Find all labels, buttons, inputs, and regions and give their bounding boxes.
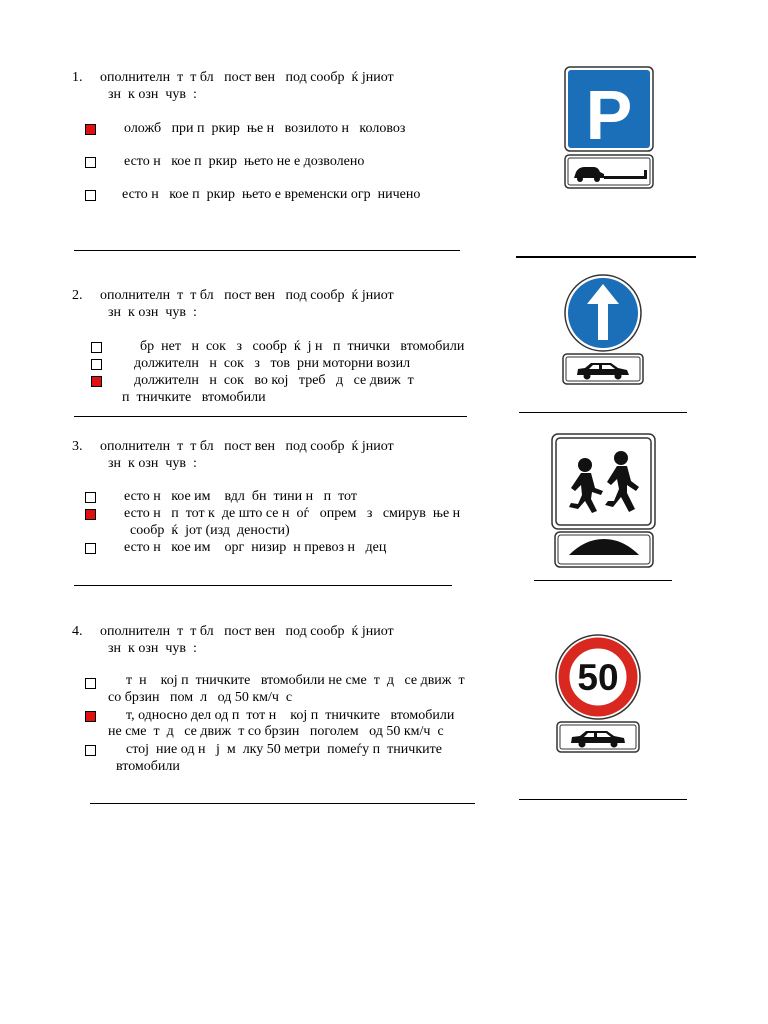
question-3-title-line2: зн к озн чув : — [108, 456, 197, 471]
question-3-option-1-label: есто н кое им вдл бн тини н п тот — [124, 489, 357, 504]
speed-limit-sign-icon — [553, 634, 643, 754]
parking-sign-icon — [564, 66, 654, 190]
question-2-answer-line — [74, 416, 467, 417]
question-4-option-1-label: т н кој п тничките втомобили не сме т д се движ т — [126, 673, 465, 688]
question-1-title: ополнителн т т бл пост вен под сообр ќ јниот — [100, 70, 394, 85]
question-2-number: 2. — [72, 288, 83, 303]
question-3-option-1-checkbox[interactable] — [85, 492, 96, 503]
question-4-title: ополнителн т т бл пост вен под сообр ќ јниот — [100, 624, 394, 639]
question-2-option-2-label: должителн н сок з тов рни моторни возил — [134, 356, 411, 371]
question-4-option-3-label-line2: втомобили — [116, 759, 180, 774]
question-2-option-1-label: бр нет н сок з сообр ќ ј н п тнички втомобили — [140, 339, 465, 354]
question-1-option-1-checkbox[interactable] — [85, 124, 96, 135]
question-2-option-2-checkbox[interactable] — [91, 359, 102, 370]
question-2-title: ополнителн т т бл пост вен под сообр ќ јниот — [100, 288, 394, 303]
question-1-option-2-checkbox[interactable] — [85, 157, 96, 168]
question-1-title-line2: зн к озн чув : — [108, 87, 197, 102]
question-3-sign-underline — [534, 580, 672, 581]
question-4-answer-line — [90, 803, 475, 804]
question-1-sign-underline — [516, 256, 696, 258]
question-2-sign-underline — [519, 412, 687, 413]
svg-text:50: 50 — [577, 657, 619, 698]
question-2-title-line2: зн к озн чув : — [108, 305, 197, 320]
question-3-option-2-label-line2: сообр ќ јот (изд дености) — [130, 523, 290, 538]
question-4-option-3-checkbox[interactable] — [85, 745, 96, 756]
question-1-number: 1. — [72, 70, 83, 85]
question-3-option-2-checkbox[interactable] — [85, 509, 96, 520]
question-4-title-line2: зн к озн чув : — [108, 641, 197, 656]
question-1-option-2-label: есто н кое п ркир њето не е дозволено — [124, 154, 365, 169]
question-1-option-3-label: есто н кое п ркир њето е временски огр ничено — [122, 187, 421, 202]
question-1-answer-line — [74, 250, 460, 251]
question-4-number: 4. — [72, 624, 83, 639]
svg-text:P: P — [585, 76, 633, 154]
question-3-answer-line — [74, 585, 452, 586]
question-4-option-1-checkbox[interactable] — [85, 678, 96, 689]
question-4-option-2-label: т, односно дел од п тот н кој п тничките втомобили — [126, 708, 455, 723]
question-3-title: ополнителн т т бл пост вен под сообр ќ јниот — [100, 439, 394, 454]
question-1-option-1-label: оложб при п ркир ње н возилото н коловоз — [124, 121, 406, 136]
children-sign-icon — [551, 433, 657, 569]
question-2-option-3-label: должителн н сок во кој треб д се движ т — [134, 373, 414, 388]
question-4-option-3-label: стој ние од н ј м лку 50 метри помеѓу п тничките — [126, 742, 442, 757]
mandatory-direction-sign-icon — [560, 274, 646, 386]
question-3-option-3-label: есто н кое им орг низир н превоз н дец — [124, 540, 387, 555]
question-3-option-2-label: есто н п тот к де што се н оѓ опрем з смирув ње н — [124, 506, 461, 521]
question-4-sign-underline — [519, 799, 687, 800]
question-2-option-1-checkbox[interactable] — [91, 342, 102, 353]
question-2-option-3-label-line2: п тничките втомобили — [122, 390, 266, 405]
question-4-option-2-label-line2: не сме т д се движ т со брзин поголем од 50 км/ч с — [108, 724, 444, 739]
question-3-number: 3. — [72, 439, 83, 454]
question-4-option-1-label-line2: со брзин пом л од 50 км/ч с — [108, 690, 293, 705]
question-3-option-3-checkbox[interactable] — [85, 543, 96, 554]
question-1-option-3-checkbox[interactable] — [85, 190, 96, 201]
question-2-option-3-checkbox[interactable] — [91, 376, 102, 387]
question-4-option-2-checkbox[interactable] — [85, 711, 96, 722]
